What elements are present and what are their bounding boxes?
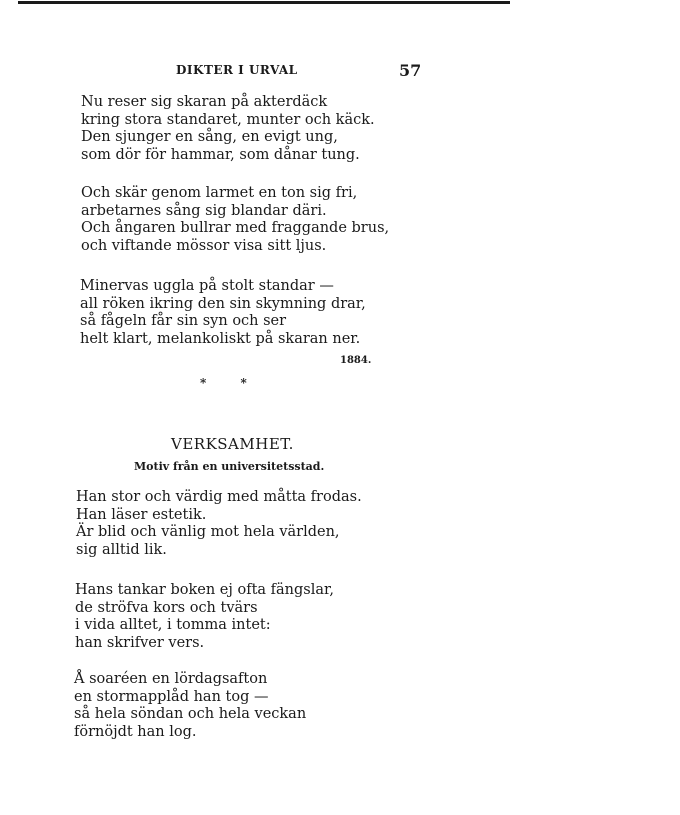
section-separator: * * bbox=[200, 376, 247, 390]
verse-line: sig alltid lik. bbox=[76, 541, 167, 558]
poem2-subtitle: Motiv från en universitetsstad. bbox=[134, 460, 325, 473]
top-rule bbox=[18, 1, 510, 4]
verse-line: och viftande mössor visa sitt ljus. bbox=[81, 237, 327, 254]
poem1-stanza-1 bbox=[81, 94, 375, 164]
verse-line: Han läser estetik. bbox=[76, 506, 207, 523]
verse-line: helt klart, melankoliskt på skaran ner. bbox=[80, 330, 361, 347]
verse-line: arbetarnes sång sig blandar däri. bbox=[81, 202, 327, 219]
page-number: 57 bbox=[399, 61, 422, 80]
verse-line: all röken ikring den sin skymning drar, bbox=[80, 295, 366, 312]
poem1-year: 1884. bbox=[340, 355, 372, 366]
poem1-stanza-3 bbox=[80, 278, 366, 348]
verse-line: de ströfva kors och tvärs bbox=[75, 599, 258, 616]
verse-line: kring stora standaret, munter och käck. bbox=[81, 111, 375, 128]
poem1-stanza-2 bbox=[81, 185, 389, 255]
verse-line: förnöjdt han log. bbox=[74, 723, 197, 740]
poem2-stanza-1 bbox=[76, 489, 362, 559]
verse-line: så hela söndan och hela veckan bbox=[74, 706, 307, 722]
poem2-stanza-2 bbox=[75, 582, 334, 652]
verse-line: Å soaréen en lördagsafton bbox=[74, 671, 268, 687]
poem2-title: VERKSAMHET. bbox=[171, 435, 294, 453]
verse-line: i vida alltet, i tomma intet: bbox=[75, 617, 271, 633]
verse-line: en stormapplåd han tog — bbox=[74, 688, 269, 705]
verse-line: Han stor och värdig med måtta frodas. bbox=[76, 489, 362, 505]
verse-line: Den sjunger en sång, en evigt ung, bbox=[81, 129, 338, 145]
verse-line: Och ångaren bullrar med fraggande brus, bbox=[81, 220, 390, 236]
poem2-stanza-3 bbox=[74, 671, 306, 741]
verse-line: Och skär genom larmet en ton sig fri, bbox=[81, 185, 358, 201]
verse-line: Nu reser sig skaran på akterdäck bbox=[81, 94, 328, 110]
running-head: DIKTER I URVAL bbox=[176, 63, 298, 77]
verse-line: som dör för hammar, som dånar tung. bbox=[81, 146, 360, 163]
verse-line: Minervas uggla på stolt standar — bbox=[80, 278, 334, 294]
verse-line: han skrifver vers. bbox=[75, 634, 205, 651]
verse-line: Är blid och vänlig mot hela världen, bbox=[76, 524, 340, 540]
verse-line: Hans tankar boken ej ofta fängslar, bbox=[75, 582, 334, 598]
verse-line: så fågeln får sin syn och ser bbox=[80, 313, 287, 329]
